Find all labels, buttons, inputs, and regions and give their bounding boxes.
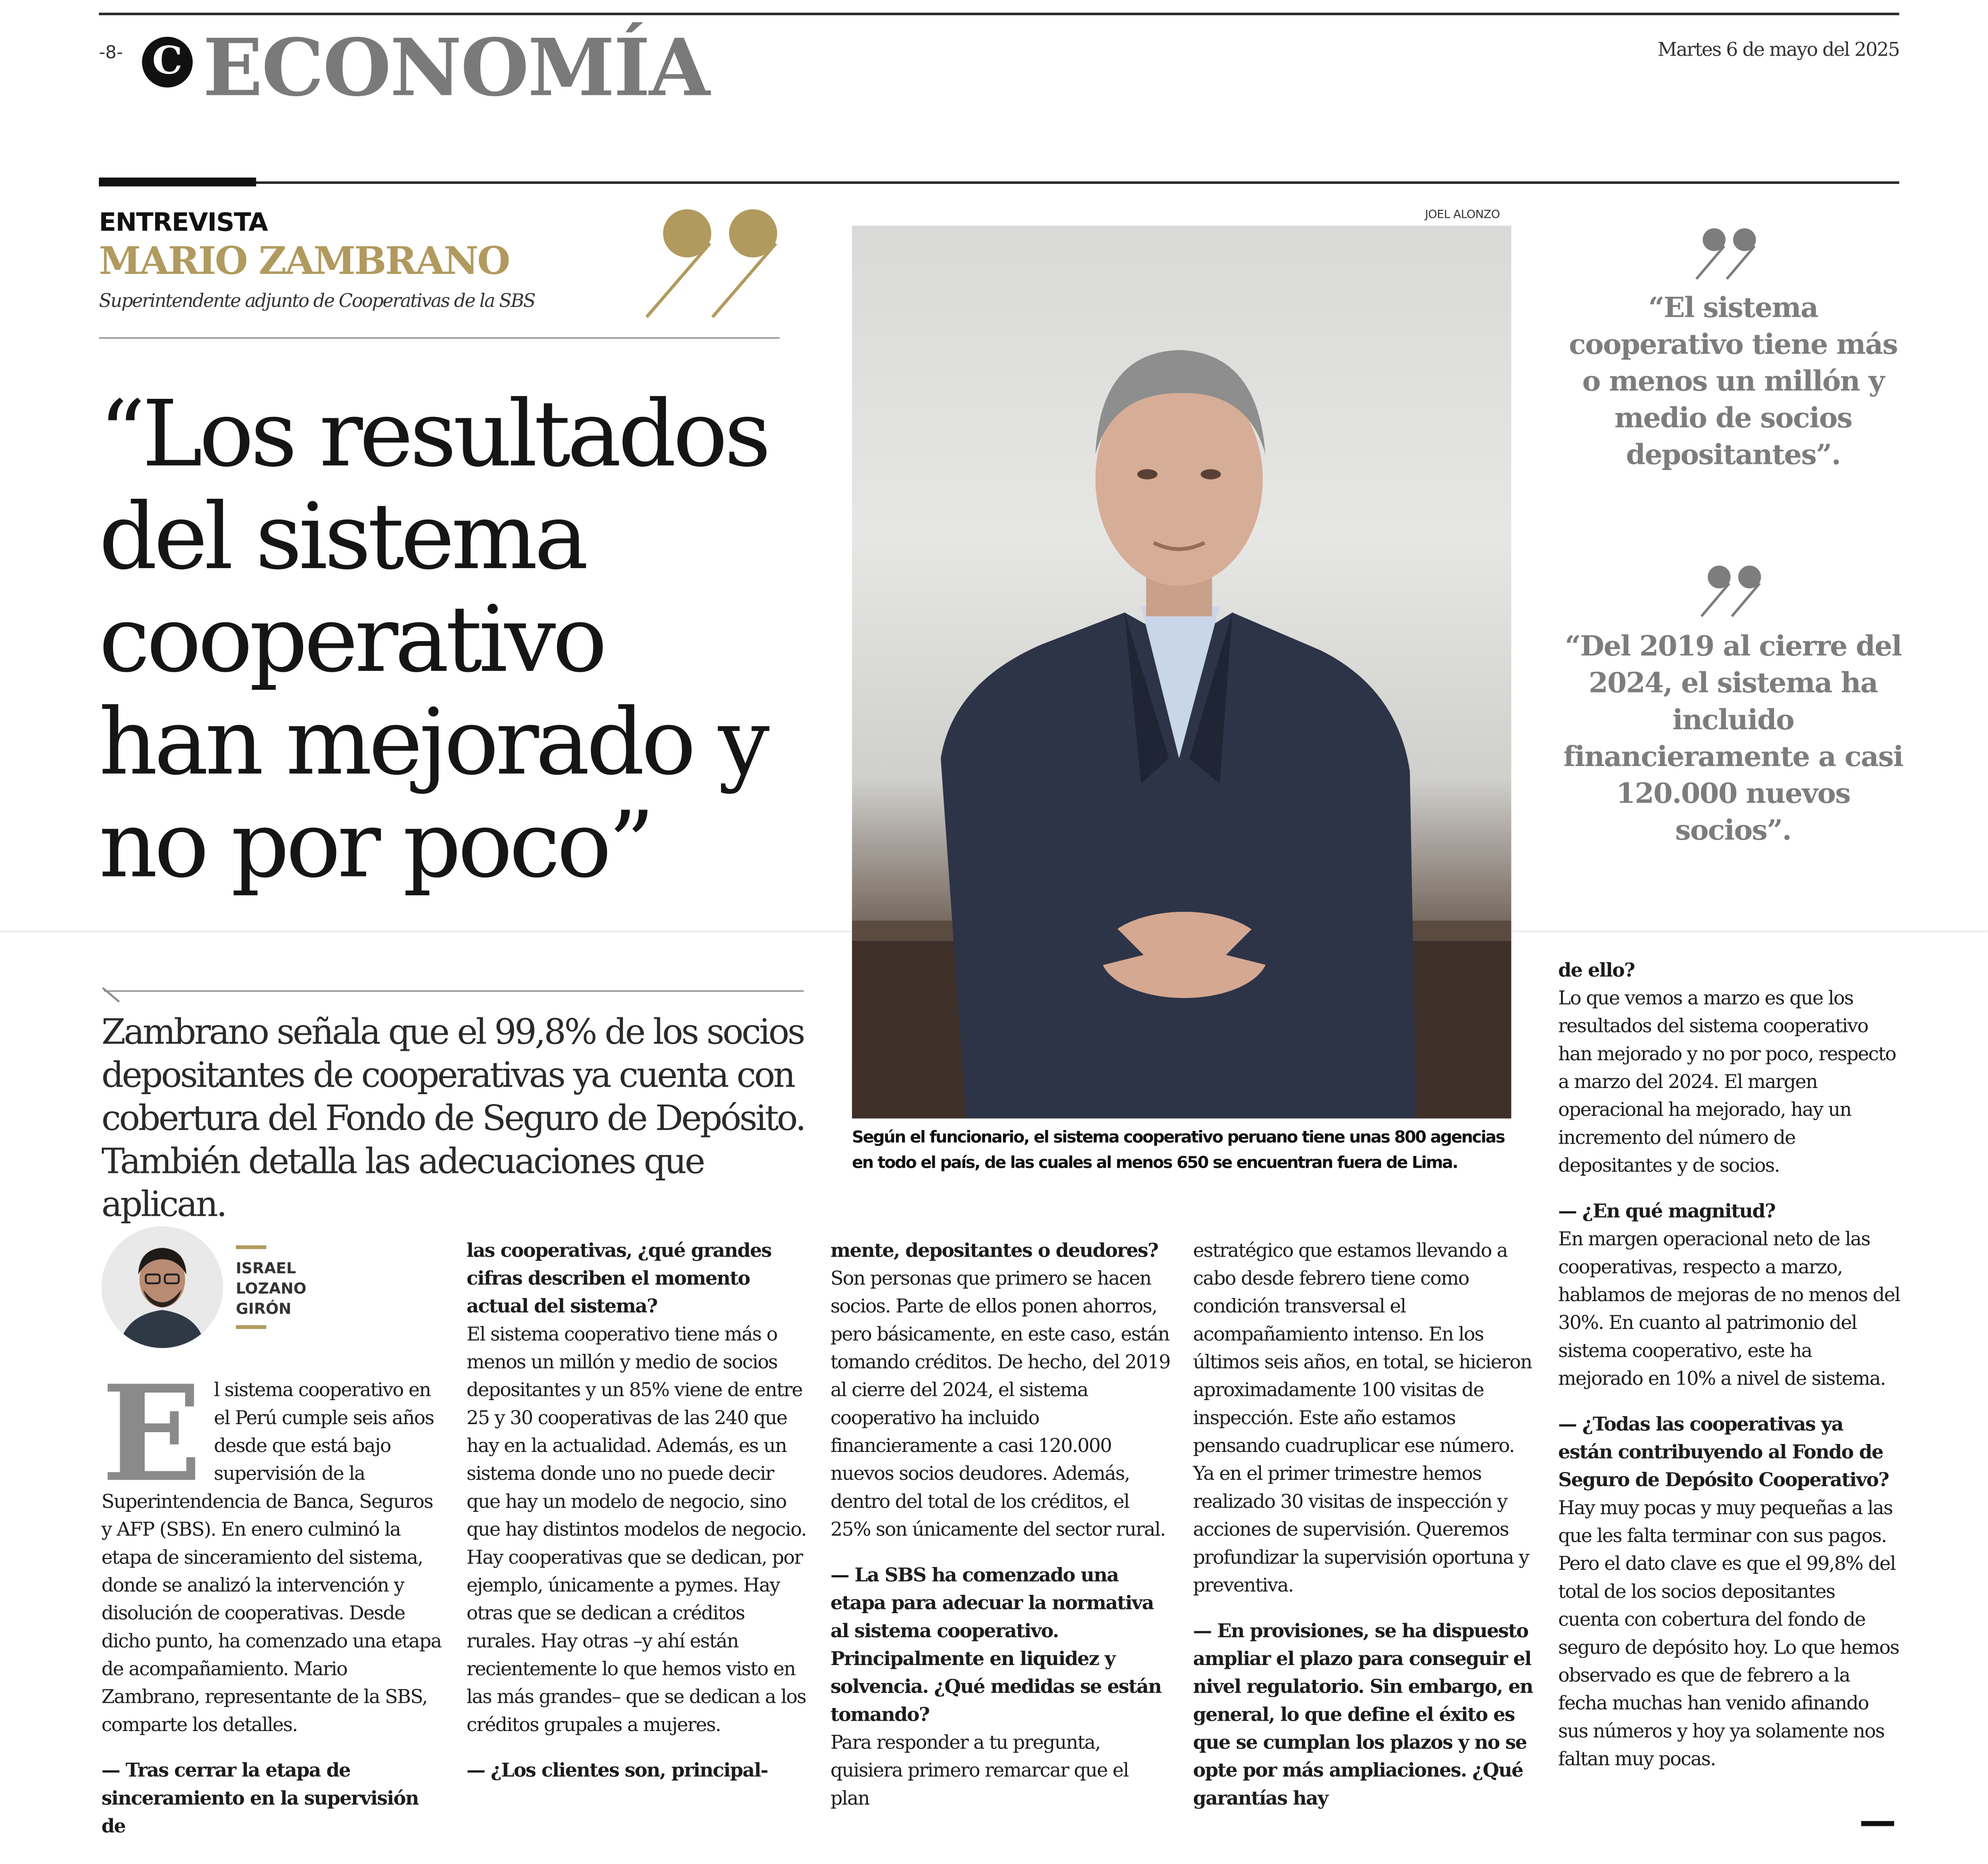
logo-letter: C [152, 39, 183, 84]
quote-mark-icon [1694, 226, 1765, 281]
lead-paragraph: Zambrano señala que el 99,8% de los socios depositantes de cooperativas ya cuenta con cobertura del Fondo de Seguro de Depósito. También detalla las adecuaciones que aplican. [101, 1012, 805, 1225]
photo-credit: JOEL ALONZO [1425, 209, 1500, 222]
author-name [236, 1258, 306, 1319]
author-avatar [101, 1226, 223, 1348]
author-accent-top [236, 1245, 266, 1249]
page-number: -8- [99, 43, 123, 64]
answer: Para responder a tu pregunta, quisiera primero remarcar que el plan [830, 1731, 1129, 1810]
question: — La SBS ha comenzado una etapa para adecuar la normativa al sistema cooperativo. Principalmente en liquidez y solvencia. ¿Qué medidas se están tomando? [830, 1563, 1161, 1726]
answer: Lo que vemos a marzo es que los resultados del sistema cooperativo han mejorado y no por poco, respecto a marzo del 2024. El margen operacional ha mejorado, hay un incremento del número de depositantes y de socios. [1558, 986, 1896, 1177]
band-shadow-right [1511, 931, 1988, 932]
kicker: ENTREVISTA [99, 206, 268, 238]
answer: El sistema cooperativo tiene más o menos un millón y medio de socios depositantes y un 85% viene de entre 25 y 30 cooperativas de las 240 que hay en la actualidad. Además, es un sistema donde uno no puede decir que hay un modelo de negocio, sino que hay distintos modelos de negocio. Hay cooperativas que se dedican, por ejemplo, únicamente a pymes. Hay otras que se dedican a créditos rurales. Hay otras –y ahí están recientemente lo que hemos visto en las más grandes– que se dedican a los créditos grupales a mujeres. [466, 1322, 806, 1736]
intro-paragraph: l sistema cooperativo en el Perú cumple seis años desde que está bajo supervisión de la Superintendencia de Banca, Seguros y AFP (SBS). En enero culminó la etapa de sinceramiento del sistema, donde se analizó la intervención y disolución de cooperativas. Desde dicho punto, ha comenzado una etapa de acompañamiento. Mario Zambrano, representante de la SBS, comparte los detalles. [101, 1378, 442, 1736]
interview-photo [852, 226, 1512, 1119]
interviewee-name: MARIO ZAMBRANO [99, 239, 509, 284]
answer: En margen operacional neto de las cooperativas, respecto a marzo, hablamos de mejoras de no menos del 30%. En cuanto al patrimonio del sistema cooperativo, este ha mejorado en 10% a nivel de sistema. [1558, 1227, 1900, 1390]
author-accent-bottom [236, 1325, 266, 1329]
question: las cooperativas, ¿qué grandes cifras describen el momento actual del sistema? [466, 1239, 772, 1318]
newspaper-logo [142, 37, 193, 88]
quote-mark-icon [640, 203, 786, 323]
question: mente, depositantes o deudores? [830, 1239, 1158, 1262]
photo-caption: Según el funcionario, el sistema cooperativo peruano tiene unas 800 agencias en todo el país, de las cuales al menos 650 se encuentran fuera de Lima. [852, 1129, 1504, 1173]
section-title: ECONOMÍA [203, 21, 709, 115]
question: — ¿Los clientes son, principal- [466, 1759, 768, 1782]
pull-quote-1: “El sistema cooperativo tiene más o menos un millón y medio de socios depositantes”. [1569, 291, 1898, 472]
question: — ¿Todas las cooperativas ya están contribuyendo al Fondo de Seguro de Depósito Cooperativo? [1558, 1412, 1889, 1492]
label-underline [99, 338, 780, 339]
body-column-4 [1193, 1237, 1535, 1812]
headline: “Los resultados del sistema cooperativo han mejorado y no por poco” [99, 380, 768, 898]
section-rule [99, 181, 1899, 183]
interviewee-role: Superintendente adjunto de Cooperativas de la SBS [99, 291, 535, 312]
portrait-illustration [852, 226, 1512, 1119]
author-name-line: GIRÓN [236, 1300, 292, 1318]
dropcap: E [101, 1355, 201, 1512]
question: de ello? [1558, 958, 1635, 982]
band-shadow [0, 931, 852, 932]
lead-rule [104, 990, 804, 992]
question: — Tras cerrar la etapa de sinceramiento en la supervisión de [101, 1759, 419, 1838]
top-rule [99, 13, 1899, 15]
body-column-5 [1558, 956, 1900, 1773]
end-mark [1861, 1821, 1894, 1826]
pull-quote-2: “Del 2019 al cierre del 2024, el sistema ha incluido financieramente a casi 120.000 nuevos socios”. [1563, 630, 1903, 847]
question: — ¿En qué magnitud? [1558, 1199, 1775, 1223]
author-name-line: ISRAEL [236, 1259, 296, 1277]
question: — En provisiones, se ha dispuesto ampliar el plazo para conseguir el nivel regulatorio. Sin embargo, en general, lo que define el éxito es que se cumplan los plazos y no se opte por más ampliaciones. ¿Qué garantías hay [1193, 1619, 1533, 1810]
quote-mark-icon [1699, 563, 1770, 619]
body-column-2 [467, 1237, 806, 1784]
answer: Hay muy pocas y muy pequeñas a las que les falta terminar con sus pagos. Pero el dato clave es que el 99,8% del total de los socios depositantes cuenta con cobertura del fondo de seguro de depósito hoy. Lo que hemos observado es que de febrero a la fecha muchas han venido afinando sus números y hoy ya solamente nos faltan muy pocas. [1558, 1496, 1899, 1771]
section-rule-accent [99, 178, 256, 187]
author-name-line: LOZANO [236, 1279, 307, 1297]
answer: Son personas que primero se hacen socios. Parte de ellos ponen ahorros, pero básicamente, en este caso, están tomando créditos. De hecho, del 2019 al cierre del 2024, el sistema cooperativo ha incluido financieramente a casi 120.000 nuevos socios deudores. Además, dentro del total de los créditos, el 25% son únicamente del sector rural. [830, 1267, 1170, 1541]
body-column-1 [101, 1355, 444, 1840]
issue-date: Martes 6 de mayo del 2025 [1658, 38, 1899, 61]
answer: estratégico que estamos llevando a cabo desde febrero tiene como condición transversal el acompañamiento intenso. En los últimos seis años, en total, se hicieron aproximadamente 100 visitas de inspección. Este año estamos pensando cuadruplicar ese número. Ya en el primer trimestre hemos realizado 30 visitas de inspección y acciones de supervisión. Queremos profundizar la supervisión oportuna y preventiva. [1193, 1239, 1532, 1597]
body-column-3 [830, 1237, 1170, 1812]
lead-hook-icon [101, 987, 122, 1005]
